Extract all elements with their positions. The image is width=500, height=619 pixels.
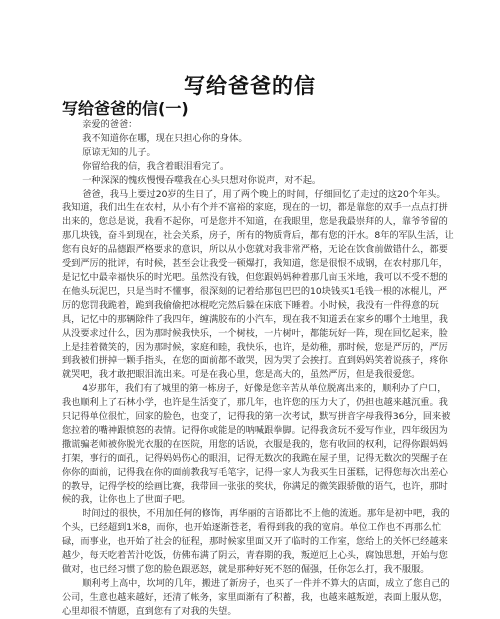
body-paragraph: 4岁那年，我们有了城里的第一栋房子，好像是您辛苦从单位脱离出来的，顺利办了户口，我也顺利上了石林小学，也许是生活变了，那几年，也许您的压力大了，仍担也越来越沉重。我只记得单位很忙，回家的脸色，也变了，记得我的第一次考试，默写拼音字母我得36分，回来被您拉着的嘴神跟愤怒的表情。记得你或能是的呐喊跟拳脚。记得我贪玩不爱写作业，四年级因为撒谎骗老师被你脱光衣服的在医院，用您的话说，衣服是我的，您有收回的权利，记得你跟妈妈打架，事行的面孔，记得妈妈伤心的眼泪，记得无数次的我跪在屋子里，记得无数次的哭醒子在你你的面前，记得我在你的面前教我写毛笔字，记得一家人为我买生日蛋糕，记得您每次出差心的教导，记得学校的绘画比赛，我带回一张张的奖状，你满足的微笑跟骄傲的语气，也许，那时候的我，让你也上了世面子吧。 <box>62 383 451 506</box>
body-paragraph: 爸爸，我马上要过20岁的生日了，用了两个晚上的时间，仔细回忆了走过的这20个年头。我知道，我们出生在农村，从小有个并不富裕的家庭，现在的一切，都是靠您的双手一点点打拼出来的，您总是说，我看不起你，可是您并不知道，在我眼里，您是我最崇拜的人，靠爷爷留的那几块钱，奋斗到现在，社会关系，房子，所有的物质背后，都有您的汗水。8年的军队生活，让您有良好的品德跟严格要求的意识，所以从小您就对我非常严格，无论在饮食前做错什么，都要受到严厉的批评，有时候，甚至会让我受一顿爆打，我知道，您是很恨不成钢，在农村那几年，是记忆中最幸福快乐的时光吧。虽然没有钱，但您跟妈妈种着那几亩玉米地，我可以不受不想的在他头玩泥巴，只是当时不懂事，很深刻的记着给那包巴巴的10块钱买1毛钱一根的冰棍儿，严厉的您罚我跪着，跪到我偷偷把冰棍吃完然后躲在床底下睡着。小时候，我没有一件得意的玩具，记忆中的那辆除件了我四年，缠满胶布的小汽车，现在我不知道丢在家乡的哪个土地里，我从没要求过什么，因为那时候我快乐，一个树枝，一片树叶，都能玩好一阵，现在回忆起来，脸上是挂着微笑的，因为那时候，家庭和睦，我快乐，也许，是幼稚，那时候，您是严厉的，严厉到我被们拼掉一颗手指头，在您的面前都不敢哭，因为哭了会挨打。直到妈妈笑着说孩子，疼你就哭吧，我才敢把眼泪流出来。可是在我心里，您是高大的，虽然严厉，但是我很爱您。 <box>62 188 454 381</box>
section-title: 写给爸爸的信(一) <box>62 99 189 118</box>
body-paragraph: 时间过的很快，不用加任何的修饰，再华丽的言语都比不上他的流逝。那年是初中吧，我的个头，已经超到1米8，而你，也开始逐渐苍老，看得到我的我的宽肩。单位工作也不再那么忙碌，而事业，也开始了社会的征程，那时候家里面又开了临时的工作室，您给上的关怀已经越来越少，每天吃着苦汁吃饭，仿佛布满了阴云，青春期的我，叛逆厄上心头，腐蚀思想，开始与您做对，也已经习惯了您的脸色跟恶怒，就是那种好死不怒的倔强，任你怎么打，我不服服。 <box>62 508 450 575</box>
greeting-line: 原谅无知的儿子。 <box>82 146 156 158</box>
greeting-line: 我不知道你在哪，现在只担心你的身体。 <box>82 132 248 144</box>
greeting-line: 亲爱的爸爸： <box>82 119 138 130</box>
letter-body <box>62 118 454 619</box>
page-title: 写给爸爸的信 <box>184 74 316 98</box>
body-paragraph: 顺利考上高中，坎坷的几年，搬进了新房子，也买了一件并不算大的店面，成立了您自己的公司，生意也越来越好，还清了帐务，家里面渐有了积蓄，我，也越来越叛逆，表面上服从您，心里却很不情愿，直到您有了对我的失望。 <box>62 577 450 617</box>
greeting-line: 一种深深的愧疚慢慢吞噬我在心头只想对你说声，对不起。 <box>82 174 322 186</box>
greeting-line: 你留给我的信，我含着眼泪看完了。 <box>82 160 230 172</box>
